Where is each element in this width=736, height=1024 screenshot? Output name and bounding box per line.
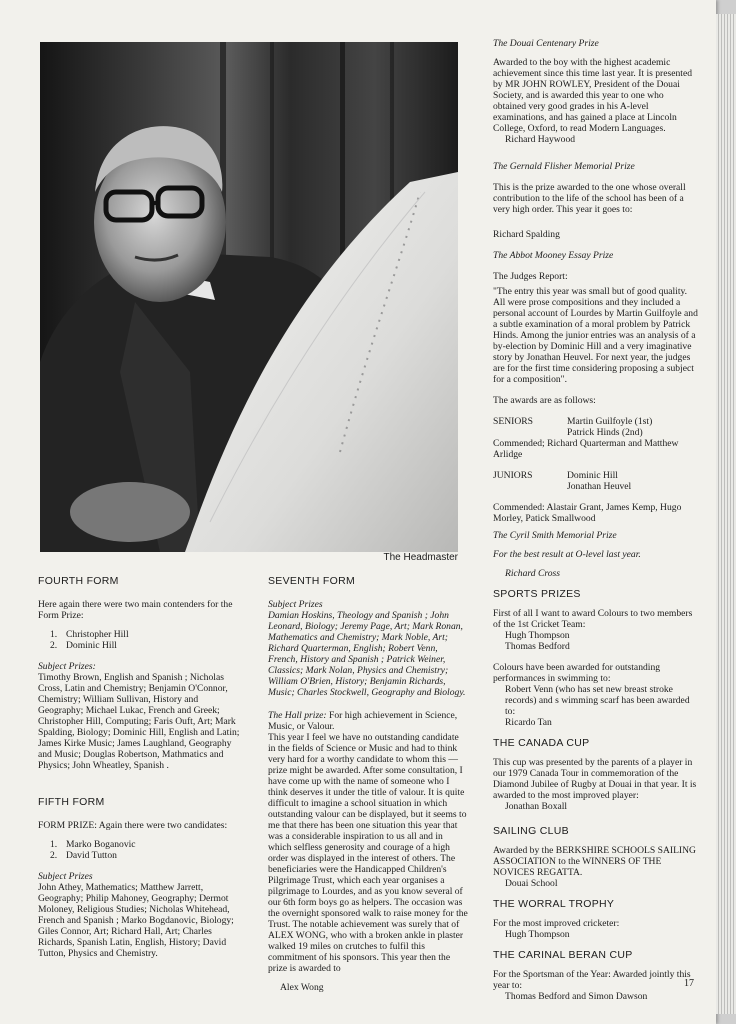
seventh-form-heading: SEVENTH FORM — [268, 575, 356, 587]
seniors-row — [493, 416, 698, 438]
fourth-form-intro: Here again there were two main contenders for the Form Prize: — [38, 599, 233, 621]
swimming-winner: Robert Venn (who has set new breast stroke records) and s wimming scarf has been awarded to: — [505, 684, 690, 717]
fourth-form-subject-text: Timothy Brown, English and Spanish ; Nicholas Cross, Latin and Chemistry; Benjamin O'Connor, Chemistry; William Sullivan, History and Geography; Michael Lukac, French and Greek; Christopher Hill, Computing; Faris Ouft, Art; Mark Spalding, Biology; Dominic Hill, English and Latin; James Kirke Music; James Laughland, Geography and Music; Douglas Robertson, Mathmatics and Physics; John Wheatley, Spanish . — [38, 672, 240, 771]
cricket-colours-winners — [493, 630, 698, 652]
seniors-list — [567, 416, 652, 438]
photo-caption: The Headmaster — [383, 552, 458, 563]
list-item — [50, 640, 243, 651]
juniors-list — [567, 470, 631, 492]
list-item — [50, 839, 243, 850]
douai-prize-title: The Douai Centenary Prize — [493, 38, 599, 49]
list-number: 2. — [50, 640, 58, 651]
senior-winner: Martin Guilfoyle (1st) — [567, 416, 653, 427]
fifth-form-intro: FORM PRIZE: Again there were two candidates: — [38, 820, 228, 831]
seniors-label: SENIORS — [493, 416, 533, 427]
seventh-form-subject-heading: Subject Prizes — [268, 599, 323, 610]
senior-winner: Patrick Hinds (2nd) — [567, 427, 643, 438]
fifth-form-heading: FIFTH FORM — [38, 796, 105, 808]
candidate-name: David Tutton — [66, 850, 117, 861]
fifth-form-candidates — [50, 839, 243, 861]
fourth-form-heading: FOURTH FORM — [38, 575, 119, 587]
gernald-prize-text: This is the prize awarded to the one whose overall contribution to the life of the school has been of a very high order. This year it goes to: — [493, 182, 686, 215]
sports-prizes-heading: SPORTS PRIZES — [493, 588, 581, 600]
page-number: 17 — [684, 978, 694, 989]
worral-trophy-heading: THE WORRAL TROPHY — [493, 898, 615, 910]
sailing-club-winner: Douai School — [505, 878, 558, 889]
abbot-prize-title: The Abbot Mooney Essay Prize — [493, 250, 614, 261]
middle-column — [268, 576, 468, 1001]
worral-trophy-winner: Hugh Thompson — [505, 929, 570, 940]
hall-prize-label: The Hall prize: — [268, 710, 327, 721]
cyril-prize-title: The Cyril Smith Memorial Prize — [493, 530, 617, 541]
headmaster-photo — [40, 42, 458, 552]
worral-trophy-text: For the most improved cricketer: — [493, 918, 620, 929]
list-number: 2. — [50, 850, 58, 861]
page-edges — [716, 14, 736, 1014]
gernald-prize-title: The Gernald Flisher Memorial Prize — [493, 161, 635, 172]
right-column — [493, 38, 698, 1010]
list-number: 1. — [50, 839, 58, 850]
awards-intro: The awards are as follows: — [493, 395, 596, 406]
contender-name: Christopher Hill — [66, 629, 129, 640]
canada-cup-winner: Jonathan Boxall — [505, 801, 568, 812]
list-item — [50, 850, 243, 861]
hall-prize-text: This year I feel we have no outstanding candidate in the fields of Science or Music and had to think very hard for a worthy candidate to whom this — prize might be awarded. After some consultation, I have come up with the name of someone who I think deserves it under the title of valour. It is quite difficult to imagine a school situation in which outstanding valour can be displayed, but it seems to me that there has been one situation this year that was a considerable inspiration to us all and in which selfless generosity and courage of a high order was displayed in the interest of others. The beneficiaries were the Handicapped Children's Pilgrimage Trust, which each year organises a pilgrimage to Lourdes, and as you know several of our 6th form boys go as helpers. The occasion was the overnight sponsored walk to raise money for the Trust. The notable achievement was surely that of ALEX WONG, who with a broken ankle in plaster walked 19 miles on crutches to fulfil this commitment of his sponsors. This year then the prize is awarded to — [268, 732, 468, 974]
juniors-label: JUNIORS — [493, 470, 533, 481]
hall-prize-intro: For high achievement in Science, Music, or Valour. — [268, 710, 458, 732]
fourth-form-contenders — [50, 629, 243, 651]
canada-cup-heading: THE CANADA CUP — [493, 737, 590, 749]
fifth-form-subject-heading: Subject Prizes — [38, 871, 93, 882]
cricket-winner: Hugh Thompson — [505, 630, 570, 641]
cyril-prize-text: For the best result at O-level last year. — [493, 549, 641, 560]
hall-prize-winner: Alex Wong — [280, 982, 324, 993]
list-item — [50, 629, 243, 640]
hall-prize-intro-line — [268, 710, 468, 732]
cricket-winner: Thomas Bedford — [505, 641, 570, 652]
junior-winner: Jonathan Heuvel — [567, 481, 632, 492]
fifth-form-subject-text: John Athey, Mathematics; Matthew Jarrett, Geography; Philip Mahoney, Geography; Dermot Moloney, Religious Studies; Nicholas Whitehead, French and Spanish ; Marko Bogdanovic, Biology; Giles Connor, Art; Richard Hall, Art; Charles Richards, Spanish Latin, English, History; David Tutton, Physics and Chemistry. — [38, 882, 234, 959]
carinal-cup-winner: Thomas Bedford and Simon Dawson — [505, 991, 648, 1002]
sailing-club-heading: SAILING CLUB — [493, 825, 569, 837]
sports-prizes-text: First of all I want to award Colours to two members of the 1st Cricket Team: — [493, 608, 693, 630]
juniors-row — [493, 470, 698, 492]
douai-prize-winner: Richard Haywood — [505, 134, 576, 145]
canada-cup-text: This cup was presented by the parents of a player in our 1979 Canada Tour in commemoration of the Diamond Jubilee of Rugby at Douai in that year. It is awarded to the most improved player: — [493, 757, 697, 801]
list-number: 1. — [50, 629, 58, 640]
judges-label: The Judges Report: — [493, 271, 568, 282]
gernald-prize-winner: Richard Spalding — [493, 229, 560, 240]
swimming-scarf-winner: Ricardo Tan — [505, 717, 552, 728]
douai-prize-text: Awarded to the boy with the highest academic achievement since this time last year. It is presented by MR JOHN ROWLEY, President of the Douai Society, and is awarded this year to one who obtained very good grades in his A-level examinations, and has gained a place at Lincoln College, Oxford, to read Modern Languages. — [493, 57, 693, 134]
juniors-commended: Commended: Alastair Grant, James Kemp, Hugo Morley, Patick Smallwood — [493, 502, 682, 524]
carinal-cup-text: For the Sportsman of the Year: Awarded jointly this year to: — [493, 969, 691, 991]
carinal-cup-heading: THE CARINAL BERAN CUP — [493, 949, 633, 961]
swimming-text: Colours have been awarded for outstanding performances in swimming to: — [493, 662, 661, 684]
seventh-form-subject-text: Damian Hoskins, Theology and Spanish ; John Leonard, Biology; Jeremy Page, Art; Mark Ronan, Mathematics and Chemistry; Mark Noble, Art; Richard Quarterman, English; Robert Venn, French, History and Spanish ; Patrick Weiner, Classics; Mark Nolan, Physics and Chemistry; William O'Brien, History; Benjamin Richards, Music; Charles Stockwell, Geography and Biology. — [268, 610, 466, 698]
seniors-commended: Commended; Richard Quarterman and Matthew Arlidge — [493, 438, 679, 460]
cyril-prize-winner: Richard Cross — [505, 568, 560, 579]
junior-winner: Dominic Hill — [567, 470, 618, 481]
judges-report-text: "The entry this year was small but of good quality. All were prose compositions and they included a personal account of Lourdes by Martin Guilfoyle and a subtle examination of a moral problem by Patrick Hinds. Among the junior entries was an analysis of a by-election by Dominic Hill and a very imaginative story by Jonathan Heuvel. For next year, the judges are for the first time considering proposing a subject for a composition". — [493, 286, 698, 385]
candidate-name: Marko Boganovic — [66, 839, 136, 850]
contender-name: Dominic Hill — [66, 640, 117, 651]
headmaster-photo-drawing — [40, 42, 458, 552]
left-column — [38, 576, 243, 967]
fourth-form-subject-heading: Subject Prizes: — [38, 661, 96, 672]
sailing-club-text: Awarded by the BERKSHIRE SCHOOLS SAILING ASSOCIATION to the WINNERS OF THE NOVICES REGATTA. — [493, 845, 696, 878]
